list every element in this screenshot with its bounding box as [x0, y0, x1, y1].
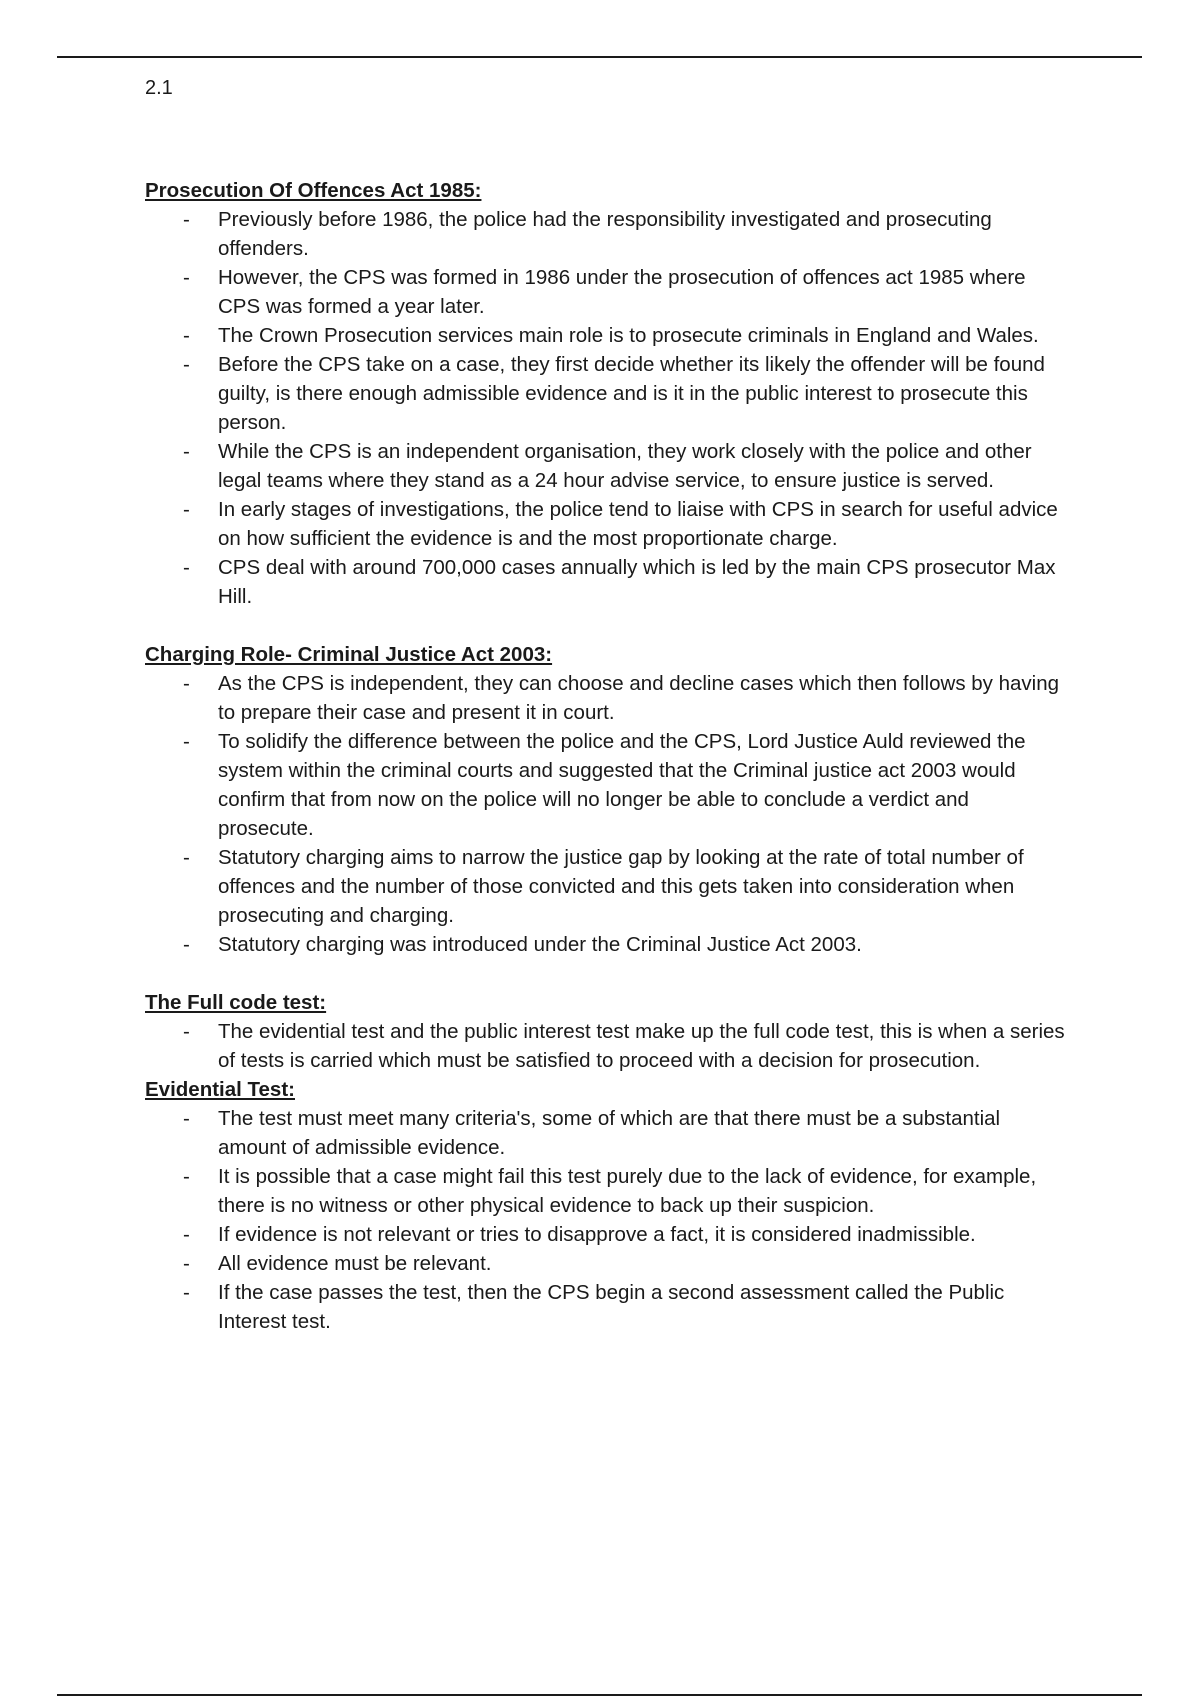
bullet-dash: -	[183, 1107, 190, 1130]
list-item	[145, 1220, 1065, 1249]
list-item	[145, 843, 1065, 930]
document-body	[145, 176, 1065, 1336]
bullet-dash: -	[183, 266, 190, 289]
bullet-dash: -	[183, 730, 190, 753]
list-item-text: If evidence is not relevant or tries to disapprove a fact, it is considered inadmissible.	[218, 1223, 976, 1246]
list-item	[145, 1104, 1065, 1162]
list-item	[145, 321, 1065, 350]
list-item-text: Statutory charging was introduced under the Criminal Justice Act 2003.	[218, 933, 862, 956]
list-item	[145, 1278, 1065, 1336]
section-spacer	[145, 959, 1065, 988]
bottom-rule	[57, 1694, 1142, 1696]
list-item-text: However, the CPS was formed in 1986 under the prosecution of offences act 1985 where CPS was formed a year later.	[218, 266, 1026, 318]
list-item-text: In early stages of investigations, the police tend to liaise with CPS in search for useful advice on how sufficient the evidence is and the most proportionate charge.	[218, 498, 1058, 550]
bullet-dash: -	[183, 440, 190, 463]
bullet-list-full-code-test	[145, 1017, 1065, 1075]
list-item-text: Previously before 1986, the police had the responsibility investigated and prosecuting offenders.	[218, 208, 992, 260]
section-heading-evidential-test: Evidential Test:	[145, 1078, 295, 1101]
bullet-dash: -	[183, 672, 190, 695]
bullet-dash: -	[183, 353, 190, 376]
list-item-text: The Crown Prosecution services main role is to prosecute criminals in England and Wales.	[218, 324, 1039, 347]
list-item	[145, 205, 1065, 263]
bullet-dash: -	[183, 498, 190, 521]
list-item-text: Before the CPS take on a case, they first decide whether its likely the offender will be found guilty, is there enough admissible evidence and is it in the public interest to prosecute this person.	[218, 353, 1045, 434]
bullet-dash: -	[183, 933, 190, 956]
top-rule	[57, 56, 1142, 58]
bullet-dash: -	[183, 208, 190, 231]
bullet-dash: -	[183, 556, 190, 579]
list-item	[145, 1162, 1065, 1220]
bullet-dash: -	[183, 1020, 190, 1043]
list-item	[145, 1249, 1065, 1278]
page-number: 2.1	[145, 77, 173, 99]
list-item-text: The evidential test and the public interest test make up the full code test, this is when a series of tests is carried which must be satisfied to proceed with a decision for prosecution.	[218, 1020, 1065, 1072]
list-item-text: It is possible that a case might fail this test purely due to the lack of evidence, for example, there is no witness or other physical evidence to back up their suspicion.	[218, 1165, 1037, 1217]
list-item	[145, 495, 1065, 553]
list-item-text: All evidence must be relevant.	[218, 1252, 492, 1275]
list-item-text: To solidify the difference between the police and the CPS, Lord Justice Auld reviewed the system within the criminal courts and suggested that the Criminal justice act 2003 would confirm that from now on the police will no longer be able to conclude a verdict and prosecute.	[218, 730, 1026, 840]
section-heading-prosecution-act: Prosecution Of Offences Act 1985:	[145, 179, 482, 202]
list-item-text: If the case passes the test, then the CPS begin a second assessment called the Public Interest test.	[218, 1281, 1005, 1333]
list-item-text: While the CPS is an independent organisation, they work closely with the police and other legal teams where they stand as a 24 hour advise service, to ensure justice is served.	[218, 440, 1032, 492]
bullet-dash: -	[183, 1252, 190, 1275]
section-heading-charging-role: Charging Role- Criminal Justice Act 2003:	[145, 643, 553, 666]
list-item	[145, 553, 1065, 611]
bullet-list-evidential-test	[145, 1104, 1065, 1336]
section-heading-full-code-test: The Full code test:	[145, 991, 327, 1014]
list-item	[145, 930, 1065, 959]
list-item-text: The test must meet many criteria's, some of which are that there must be a substantial amount of admissible evidence.	[218, 1107, 1001, 1159]
bullet-dash: -	[183, 1223, 190, 1246]
bullet-dash: -	[183, 1281, 190, 1304]
bullet-list-prosecution-act	[145, 205, 1065, 611]
bullet-dash: -	[183, 846, 190, 869]
list-item	[145, 669, 1065, 727]
list-item-text: Statutory charging aims to narrow the justice gap by looking at the rate of total number of offences and the number of those convicted and this gets taken into consideration when prosecuting and charging.	[218, 846, 1024, 927]
list-item	[145, 727, 1065, 843]
bullet-list-charging-role	[145, 669, 1065, 959]
bullet-dash: -	[183, 1165, 190, 1188]
list-item-text: As the CPS is independent, they can choose and decline cases which then follows by having to prepare their case and present it in court.	[218, 672, 1060, 724]
list-item	[145, 350, 1065, 437]
list-item	[145, 437, 1065, 495]
list-item	[145, 1017, 1065, 1075]
bullet-dash: -	[183, 324, 190, 347]
list-item	[145, 263, 1065, 321]
list-item-text: CPS deal with around 700,000 cases annually which is led by the main CPS prosecutor Max Hill.	[218, 556, 1056, 608]
section-spacer	[145, 611, 1065, 640]
